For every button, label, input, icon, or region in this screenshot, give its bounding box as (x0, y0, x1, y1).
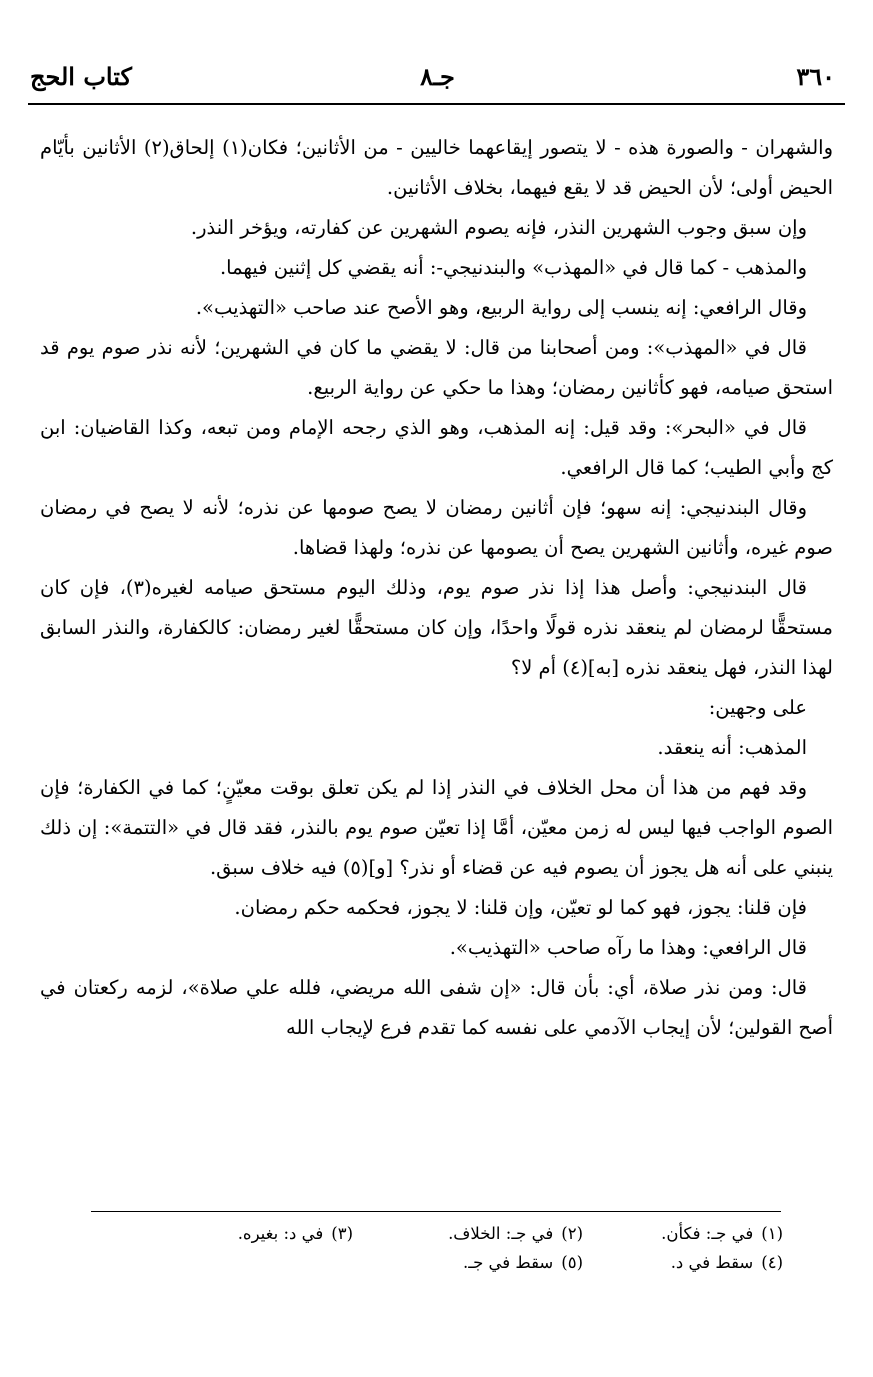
paragraph: قال في «البحر»: وقد قيل: إنه المذهب، وهو الذي رجحه الإمام ومن تبعه، وكذا القاضيان: ابن كج وأبي الطيب؛ كما قال الرافعي. (40, 416, 833, 479)
paragraph: وقال الرافعي: إنه ينسب إلى رواية الربيع، وهو الأصح عند صاحب «التهذيب». (195, 296, 807, 319)
footnote-text: سقط في جـ. (463, 1253, 554, 1272)
header-rule (28, 103, 845, 105)
footnote-text: في د: بغيره. (237, 1224, 324, 1243)
footnote-text: في جـ: فكأن. (661, 1224, 754, 1243)
footnote (153, 1219, 353, 1248)
footnote-number: (٥) (561, 1253, 583, 1272)
paragraph: وقال البندنيجي: إنه سهو؛ فإن أثانين رمضان لا يصح صومها عن نذره؛ لأنه لا يصح في رمضان صوم غيره، وأثانين الشهرين يصح أن يصومها عن نذره؛ ولهذا قضاها. (40, 496, 833, 559)
volume-label: جـ٨ (420, 62, 455, 91)
paragraph: على وجهين: (708, 696, 807, 719)
paragraph: وإن سبق وجوب الشهرين النذر، فإنه يصوم الشهرين عن كفارته، ويؤخر النذر. (190, 216, 807, 239)
paragraph: المذهب: أنه ينعقد. (657, 736, 807, 759)
footnote (353, 1248, 583, 1277)
footnote-number: (٣) (331, 1224, 353, 1243)
footnote-number: (٢) (561, 1224, 583, 1243)
footnotes (83, 1219, 783, 1277)
paragraph: قال الرافعي: وهذا ما رآه صاحب «التهذيب». (449, 936, 807, 959)
footnote-row (83, 1219, 783, 1248)
footnote-rule (91, 1211, 781, 1212)
footnote (353, 1219, 583, 1248)
footnote (583, 1219, 783, 1248)
page-header (30, 58, 845, 98)
page-number: ٣٦٠ (796, 62, 835, 91)
footnote (583, 1248, 783, 1277)
footnote-number: (٤) (761, 1253, 783, 1272)
book-title: كتاب الحج (30, 62, 132, 91)
main-text (40, 128, 833, 1048)
paragraph: قال في «المهذب»: ومن أصحابنا من قال: لا يقضي ما كان في الشهرين؛ لأنه نذر صوم يوم قد استحق صيامه، فهو كأثانين رمضان؛ وهذا ما حكي عن رواية الربيع. (40, 336, 833, 399)
footnote-text: سقط في د. (670, 1253, 754, 1272)
paragraph: والشهران - والصورة هذه - لا يتصور إيقاعهما خاليين - من الأثانين؛ فكان(١) إلحاق(٢) الأثانين بأيّام الحيض أولى؛ لأن الحيض قد لا يقع فيهما، بخلاف الأثانين. (40, 136, 833, 199)
footnote-text: في جـ: الخلاف. (448, 1224, 554, 1243)
paragraph: وقد فهم من هذا أن محل الخلاف في النذر إذا لم يكن تعلق بوقت معيّنٍ؛ كما في الكفارة؛ فإن الصوم الواجب فيها ليس له زمن معيّن، أمَّا إذا تعيّن صوم يوم بالنذر، فقد قال في «التتمة»: إن ذلك ينبني على أنه هل يجوز أن يصوم فيه عن قضاء أو نذر؟ [و](٥) فيه خلاف سبق. (40, 776, 833, 879)
footnote-number: (١) (761, 1224, 783, 1243)
footnote-row (83, 1248, 783, 1277)
paragraph: قال البندنيجي: وأصل هذا إذا نذر صوم يوم، وذلك اليوم مستحق صيامه لغيره(٣)، فإن كان مستحقًّا لرمضان لم ينعقد نذره قولًا واحدًا، وإن كان مستحقًّا لغير رمضان: كالكفارة، والنذر السابق لهذا النذر، فهل ينعقد نذره [به](٤) أم لا؟ (40, 576, 833, 679)
paragraph: قال: ومن نذر صلاة، أي: بأن قال: «إن شفى الله مريضي، فلله علي صلاة»، لزمه ركعتان في أصح القولين؛ لأن إيجاب الآدمي على نفسه كما تقدم فرع لإيجاب الله (40, 976, 833, 1039)
paragraph: والمذهب - كما قال في «المهذب» والبندنيجي-: أنه يقضي كل إثنين فيهما. (219, 256, 807, 279)
paragraph: فإن قلنا: يجوز، فهو كما لو تعيّن، وإن قلنا: لا يجوز، فحكمه حكم رمضان. (234, 896, 807, 919)
